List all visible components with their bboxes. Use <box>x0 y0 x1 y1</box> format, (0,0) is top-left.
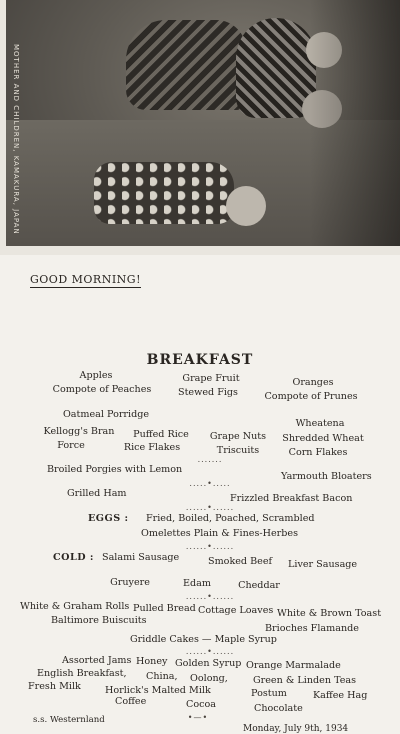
menu-date: Monday, July 9th, 1934 <box>243 724 349 734</box>
menu-item: Green & Linden Teas <box>253 675 357 686</box>
menu-item: Pulled Bread <box>133 603 196 614</box>
separator: ......•...... <box>185 647 235 656</box>
separator: •—• <box>187 713 209 722</box>
menu-item: Brioches Flamande <box>265 623 359 634</box>
menu-item: Postum <box>251 688 287 699</box>
menu-item: Wheatena <box>295 418 345 429</box>
separator: ......•...... <box>185 592 235 601</box>
section-label-eggs: EGGS : <box>88 513 129 524</box>
menu-item: Gruyere <box>110 577 150 588</box>
menu-item: Omelettes Plain & Fines-Herbes <box>141 528 298 539</box>
menu-item: Edam <box>183 578 211 589</box>
menu-item: Corn Flakes <box>288 447 348 458</box>
menu-item: Compote of Peaches <box>52 384 152 395</box>
menu-item: Cottage Loaves <box>198 605 274 616</box>
separator: ......•...... <box>185 542 235 551</box>
menu-item: Apples <box>79 370 113 381</box>
menu-item: White & Brown Toast <box>277 608 382 619</box>
menu-item: Cocoa <box>186 699 216 710</box>
photograph <box>6 0 400 246</box>
separator: ......•...... <box>185 503 235 512</box>
photo-figure-mother <box>126 20 246 110</box>
menu-item: China, <box>146 671 178 682</box>
menu-item: Yarmouth Bloaters <box>281 471 372 482</box>
menu-item: Cheddar <box>238 580 280 591</box>
menu-item: Oolong, <box>190 673 228 684</box>
photo-figure-child <box>94 162 234 224</box>
separator: ....... <box>197 455 223 464</box>
menu-item: Triscuits <box>216 445 260 456</box>
menu-item: Oatmeal Porridge <box>62 409 150 420</box>
menu-item: Salami Sausage <box>102 552 180 563</box>
menu-item: Golden Syrup <box>175 658 242 669</box>
menu-item: Broiled Porgies with Lemon <box>47 464 183 475</box>
menu-item: Kellogg's Bran <box>43 426 115 437</box>
menu-item: Horlick's Malted Milk <box>105 685 211 696</box>
greeting: GOOD MORNING! <box>30 273 142 286</box>
menu-title: BREAKFAST <box>146 352 254 368</box>
menu-item: English Breakfast, <box>37 668 127 679</box>
photo-shadow <box>310 0 400 246</box>
ship-name: s.s. Westernland <box>33 715 105 725</box>
photo-caption: MOTHER AND CHILDREN, KAMAKURA, JAPAN <box>12 44 20 235</box>
photo-head <box>226 186 266 226</box>
menu-item: Liver Sausage <box>288 559 358 570</box>
menu-item: Compote of Prunes <box>264 391 358 402</box>
menu-item: Kaffee Hag <box>313 690 368 701</box>
separator: .....•..... <box>189 479 231 488</box>
menu-item: Force <box>57 440 85 451</box>
menu-item: Stewed Figs <box>178 387 238 398</box>
menu-item: Frizzled Breakfast Bacon <box>230 493 353 504</box>
menu-item: Baltimore Buiscuits <box>51 615 147 626</box>
menu-item: Griddle Cakes — Maple Syrup <box>130 634 277 645</box>
menu-item: Assorted Jams <box>62 655 132 666</box>
section-label-cold: COLD : <box>53 552 94 563</box>
menu-item: Rice Flakes <box>123 442 181 453</box>
menu-item: Puffed Rice <box>133 429 189 440</box>
menu-item: Fresh Milk <box>28 681 81 692</box>
menu-item: Grape Nuts <box>209 431 267 442</box>
menu-item: Coffee <box>115 696 147 707</box>
menu-item: Grilled Ham <box>67 488 127 499</box>
menu-item: Orange Marmalade <box>246 660 341 671</box>
menu-item: Oranges <box>292 377 334 388</box>
menu-item: Chocolate <box>254 703 303 714</box>
menu-item: Honey <box>136 656 168 667</box>
menu-item: Fried, Boiled, Poached, Scrambled <box>146 513 315 524</box>
menu-item: Grape Fruit <box>182 373 240 384</box>
menu-item: White & Graham Rolls <box>20 601 130 612</box>
menu-item: Smoked Beef <box>208 556 273 567</box>
menu-item: Shredded Wheat <box>282 433 364 444</box>
